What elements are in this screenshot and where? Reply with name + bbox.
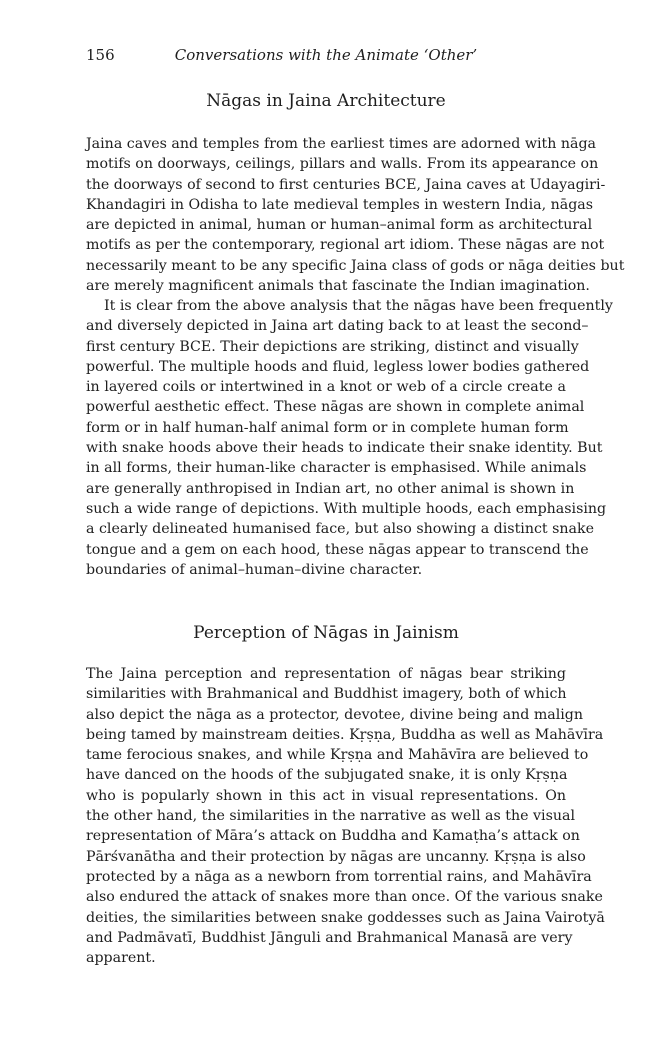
text-line: powerful. The multiple hoods and fluid, legless lower bodies gathered (86, 358, 590, 375)
text-line: boundaries of animal–human–divine character. (86, 561, 423, 578)
text-line: protected by a nāga as a newborn from torrential rains, and Mahāvīra (86, 868, 592, 885)
section-heading-nagas-architecture: Nāgas in Jaina Architecture (206, 91, 446, 111)
page-number: 156 (86, 46, 115, 64)
text-line: motifs as per the contemporary, regional art idiom. These nāgas are not (86, 237, 605, 254)
page-header (86, 45, 566, 65)
text-line: being tamed by mainstream deities. Kṛṣṇa, Buddha as well as Mahāvīra (86, 726, 604, 743)
section1-paragraph-1 (86, 134, 625, 296)
text-line: and Padmāvatī, Buddhist Jānguli and Brahmanical Manasā are very (86, 929, 573, 946)
text-line: Jaina caves and temples from the earliest times are adorned with nāga (86, 136, 597, 152)
section2-paragraph-1 (86, 664, 605, 968)
text-line: are merely magnificent animals that fascinate the Indian imagination. (86, 278, 590, 295)
text-line: in all forms, their human-like character is emphasised. While animals (86, 460, 587, 477)
text-line: are generally anthropised in Indian art, no other animal is shown in (86, 480, 575, 497)
text-line: a clearly delineated humanised face, but also showing a distinct snake (86, 521, 594, 538)
text-line: the other hand, the similarities in the narrative as well as the visual (86, 808, 575, 825)
text-line: such a wide range of depictions. With multiple hoods, each emphasising (86, 500, 607, 517)
text-line: tongue and a gem on each hood, these nāgas appear to transcend the (86, 541, 589, 558)
text-line: similarities with Brahmanical and Buddhist imagery, both of which (86, 686, 567, 703)
text-line: tame ferocious snakes, and while Kṛṣṇa and Mahāvīra are believed to (86, 747, 589, 764)
text-line: the doorways of second to first centuries BCE, Jaina caves at Udayagiri- (86, 176, 606, 193)
text-line: motifs on doorways, ceilings, pillars and walls. From its appearance on (86, 156, 599, 173)
text-line: have danced on the hoods of the subjugated snake, it is only Kṛṣṇa (86, 767, 568, 784)
text-line: deities, the similarities between snake goddesses such as Jaina Vairotyā (86, 909, 605, 926)
text-line: The Jaina perception and representation of nāgas bear striking (86, 666, 566, 682)
text-line: Khandagiri in Odisha to late medieval temples in western India, nāgas (86, 196, 594, 213)
text-line: apparent. (86, 950, 156, 967)
running-title: Conversations with the Animate ‘Other’ (174, 46, 478, 64)
text-line: in layered coils or intertwined in a knot or web of a circle create a (86, 379, 566, 396)
text-line: are depicted in animal, human or human–animal form as architectural (86, 217, 593, 234)
text-line: also depict the nāga as a protector, devotee, divine being and malign (86, 706, 584, 723)
text-line: It is clear from the above analysis that the nāgas have been frequently (104, 298, 613, 314)
text-line: also endured the attack of snakes more than once. Of the various snake (86, 889, 603, 906)
text-line: and diversely depicted in Jaina art dating back to at least the second– (86, 318, 589, 335)
text-line: necessarily meant to be any specific Jaina class of gods or nāga deities but (86, 257, 625, 274)
text-line: who is popularly shown in this act in visual representations. On (86, 787, 566, 804)
text-line: powerful aesthetic effect. These nāgas are shown in complete animal (86, 399, 585, 416)
text-line: with snake hoods above their heads to indicate their snake identity. But (86, 440, 603, 457)
text-line: representation of Māra’s attack on Buddha and Kamaṭha’s attack on (86, 828, 580, 845)
section1-paragraph-2 (86, 296, 613, 580)
text-line: form or in half human-half animal form or in complete human form (86, 419, 569, 436)
section-heading-perception-of-nagas: Perception of Nāgas in Jainism (193, 623, 459, 643)
text-line: Pārśvanātha and their protection by nāgas are uncanny. Kṛṣṇa is also (86, 848, 586, 865)
text-line: first century BCE. Their depictions are striking, distinct and visually (86, 338, 579, 355)
